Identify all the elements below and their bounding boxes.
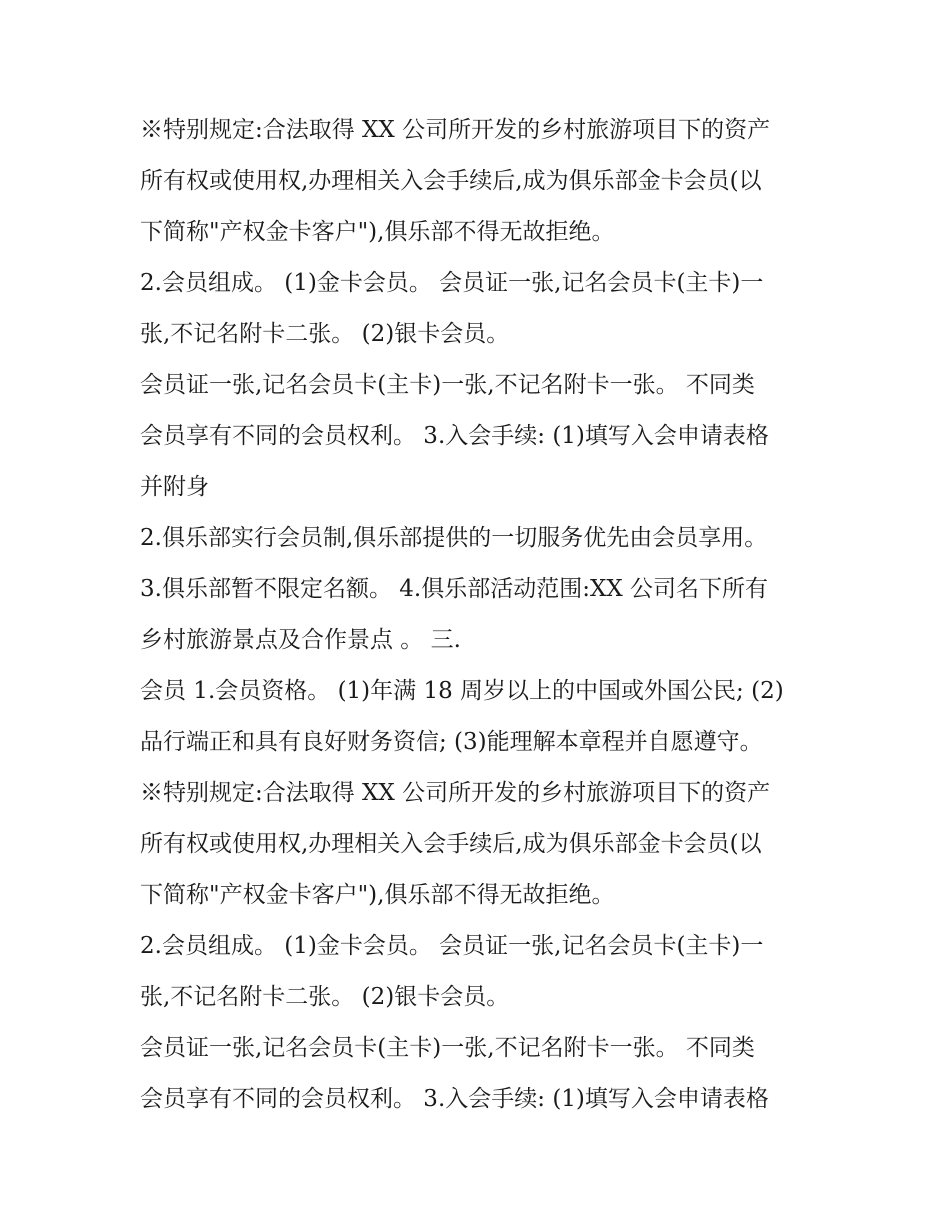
text-line: 2.俱乐部实行会员制,俱乐部提供的一切服务优先由会员享用。 (140, 525, 768, 551)
text-line: 2.会员组成。 (1)金卡会员。 会员证一张,记名会员卡(主卡)一 (140, 270, 764, 296)
text-line: 会员证一张,记名会员卡(主卡)一张,不记名附卡一张。 不同类 (140, 372, 755, 398)
text-line: 会员 1.会员资格。 (1)年满 18 周岁以上的中国或外国公民; (2) (140, 678, 784, 704)
text-line: 下简称"产权金卡客户"),俱乐部不得无故拒绝。 (140, 882, 615, 908)
text-line: 会员享有不同的会员权利。 3.入会手续: (1)填写入会申请表格 (140, 423, 769, 449)
text-line: ※特别规定:合法取得 XX 公司所开发的乡村旅游项目下的资产 (140, 117, 771, 143)
text-line: 张,不记名附卡二张。 (2)银卡会员。 (140, 321, 510, 347)
document-body (140, 105, 820, 1125)
text-line: 2.会员组成。 (1)金卡会员。 会员证一张,记名会员卡(主卡)一 (140, 933, 764, 959)
text-line: 下简称"产权金卡客户"),俱乐部不得无故拒绝。 (140, 219, 615, 245)
text-line: 所有权或使用权,办理相关入会手续后,成为俱乐部金卡会员(以 (140, 831, 762, 857)
text-line: 3.俱乐部暂不限定名额。 4.俱乐部活动范围:XX 公司名下所有 (140, 576, 769, 602)
text-line: 品行端正和具有良好财务资信; (3)能理解本章程并自愿遵守。 (140, 729, 763, 755)
text-line: 会员享有不同的会员权利。 3.入会手续: (1)填写入会申请表格 (140, 1086, 769, 1112)
text-line: 并附身 (140, 474, 209, 500)
text-line: ※特别规定:合法取得 XX 公司所开发的乡村旅游项目下的资产 (140, 780, 771, 806)
text-line: 所有权或使用权,办理相关入会手续后,成为俱乐部金卡会员(以 (140, 168, 762, 194)
text-line: 会员证一张,记名会员卡(主卡)一张,不记名附卡一张。 不同类 (140, 1035, 755, 1061)
text-line: 张,不记名附卡二张。 (2)银卡会员。 (140, 984, 510, 1010)
text-line: 乡村旅游景点及合作景点 。 三. (140, 627, 461, 653)
